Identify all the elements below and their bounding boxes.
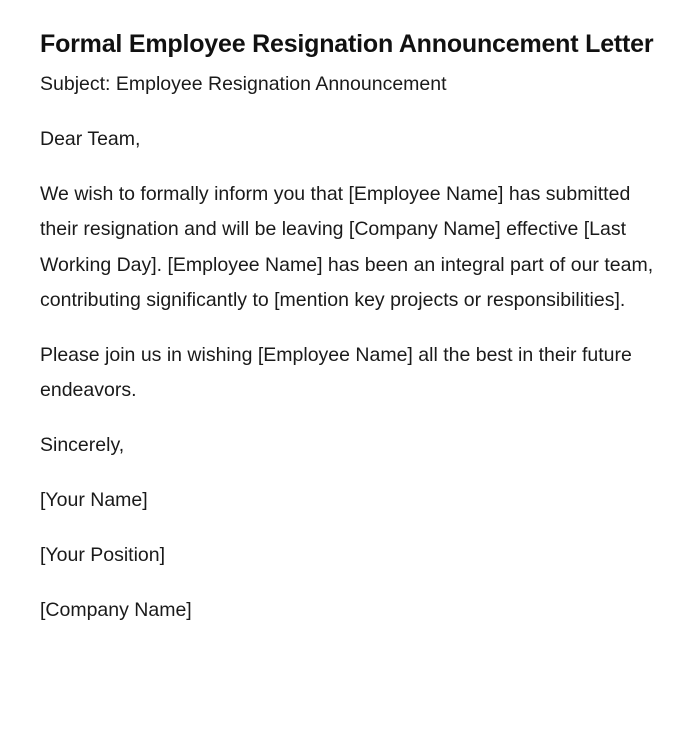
letter-body-paragraph-2: Please join us in wishing [Employee Name] all the best in their future endeavors. [40,343,632,402]
letter-body-paragraph-1: We wish to formally inform you that [Employee Name] has submitted their resignation and will be leaving [Company Name] effective [Last Working Day]. [Employee Name] has been an integral part of our team, contributing significantly to [mention key projects or responsibilities]. [40,182,654,311]
letter-closing: Sincerely, [40,434,125,457]
signature-name: [Your Name] [40,489,148,512]
signature-company: [Company Name] [40,599,192,622]
signature-position: [Your Position] [40,544,166,567]
letter-title: Formal Employee Resignation Announcement Letter [40,30,654,58]
letter-salutation: Dear Team, [40,127,141,150]
letter-subject: Subject: Employee Resignation Announcement [40,73,447,95]
